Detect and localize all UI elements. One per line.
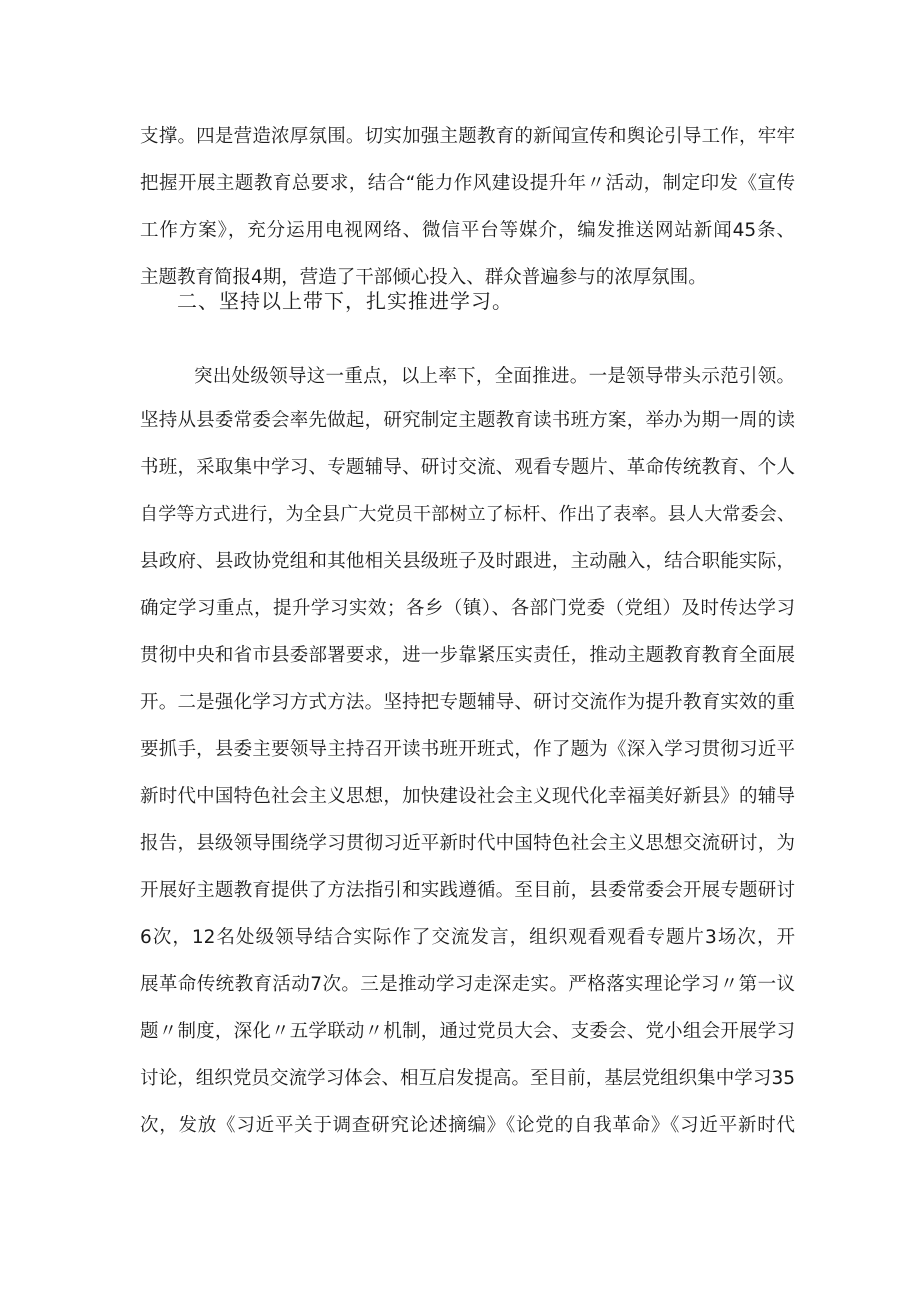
paragraph-2-line-12: 开展好主题教育提供了方法指引和实践遵循。至目前，县委常委会开展专题研讨: [140, 880, 795, 901]
paragraph-2-line-1: 突出处级领导这一重点，以上率下，全面推进。一是领导带头示范引领。: [194, 366, 795, 387]
paragraph-2-line-3: 书班，采取集中学习、专题辅导、研讨交流、观看专题片、革命传统教育、个人: [140, 457, 795, 478]
paragraph-2-line-4: 自学等方式进行，为全县广大党员干部树立了标杆、作出了表率。县人大常委会、: [140, 504, 795, 525]
paragraph-2-line-16: 讨论，组织党员交流学习体会、相互启发提高。至目前，基层党组织集中学习35: [140, 1068, 795, 1089]
paragraph-2-line-13: 6次，12名处级领导结合实际作了交流发言，组织观看观看专题片3场次，开: [140, 927, 795, 948]
paragraph-2-line-10: 新时代中国特色社会主义思想，加快建设社会主义现代化幸福美好新县》的辅导: [140, 786, 795, 807]
paragraph-1-line-3: 工作方案》，充分运用电视网络、微信平台等媒介，编发推送网站新闻45条、: [140, 220, 795, 241]
paragraph-1-line-1: 支撑。四是营造浓厚氛围。切实加强主题教育的新闻宣传和舆论引导工作，牢牢: [140, 126, 795, 147]
paragraph-1-line-4: 主题教育简报4期，营造了干部倾心投入、群众普遍参与的浓厚氛围。: [140, 267, 707, 288]
paragraph-2-line-2: 坚持从县委常委会率先做起，研究制定主题教育读书班方案，举办为期一周的读: [140, 410, 795, 431]
section-heading: 二、坚持以上带下，扎实推进学习。: [177, 289, 513, 313]
paragraph-2-line-14: 展革命传统教育活动7次。三是推动学习走深走实。严格落实理论学习〃第一议: [140, 974, 795, 995]
paragraph-2-line-11: 报告，县级领导围绕学习贯彻习近平新时代中国特色社会主义思想交流研讨，为: [140, 833, 795, 854]
paragraph-2-line-8: 开。二是强化学习方式方法。坚持把专题辅导、研讨交流作为提升教育实效的重: [140, 692, 795, 713]
paragraph-2-line-7: 贯彻中央和省市县委部署要求，进一步靠紧压实责任，推动主题教育教育全面展: [140, 645, 795, 666]
paragraph-2-line-15: 题〃制度，深化〃五学联动〃机制，通过党员大会、支委会、党小组会开展学习: [140, 1021, 795, 1042]
paragraph-1-line-2: 把握开展主题教育总要求，结合“能力作风建设提升年〃活动，制定印发《宣传: [140, 173, 795, 194]
paragraph-2-line-5: 县政府、县政协党组和其他相关县级班子及时跟进，主动融入，结合职能实际，: [140, 551, 795, 572]
paragraph-2-line-9: 要抓手，县委主要领导主持召开读书班开班式，作了题为《深入学习贯彻习近平: [140, 739, 795, 760]
paragraph-2-line-17: 次，发放《习近平关于调查研究论述摘编》《论党的自我革命》《习近平新时代: [140, 1115, 795, 1136]
paragraph-2-line-6: 确定学习重点，提升学习实效；各乡（镇）、各部门党委（党组）及时传达学习: [140, 598, 795, 619]
